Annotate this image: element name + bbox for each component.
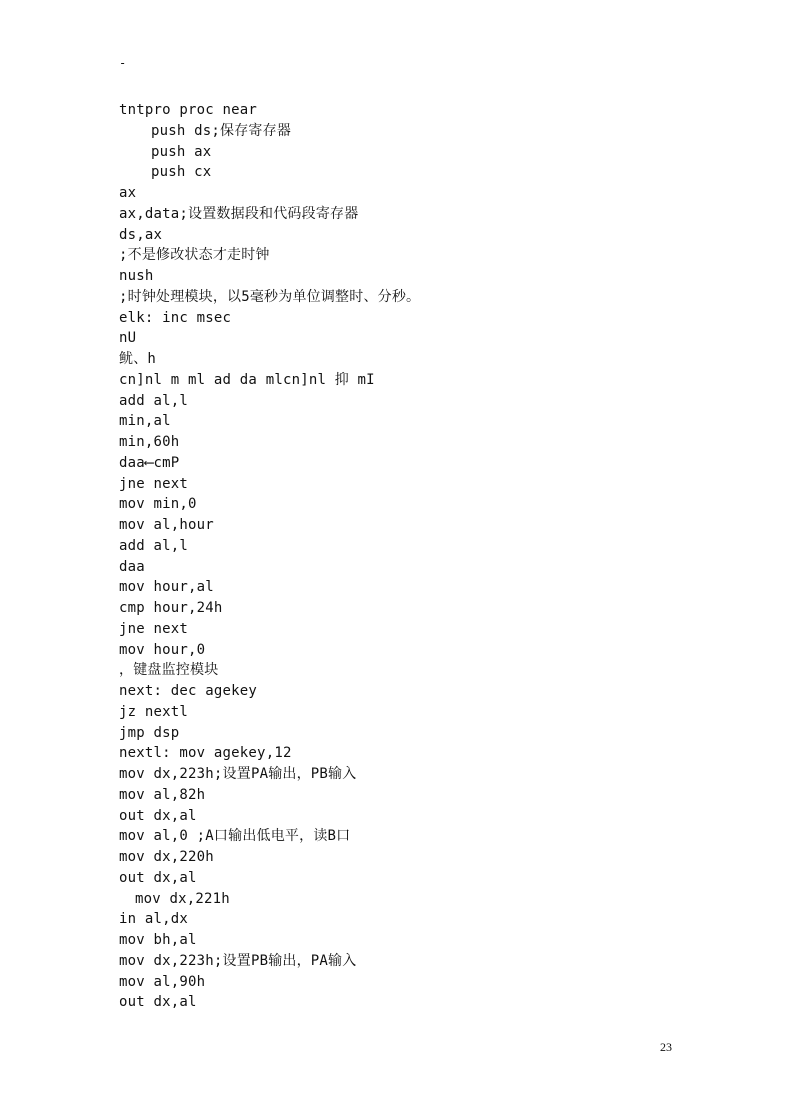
code-line: add al,l (119, 537, 189, 554)
code-line: mov al,90h (119, 973, 206, 990)
code-line: jne next (119, 475, 189, 492)
code-line: ;不是修改状态才走时钟 (119, 247, 270, 264)
code-line: mov al,82h (119, 786, 206, 803)
code-line: mov hour,0 (119, 641, 206, 658)
code-line: ax (119, 185, 137, 201)
code-line: nush (119, 268, 154, 284)
code-line: push cx (151, 164, 212, 181)
assembly-code-listing (119, 100, 719, 1013)
code-line: jz nextl (119, 703, 189, 720)
code-line: in al,dx (119, 911, 189, 928)
code-line: mov al,hour (119, 517, 214, 533)
code-line: mov dx,223h;设置PB输出，PA输入 (119, 952, 357, 969)
code-line: out dx,al (119, 869, 197, 886)
code-line: next: dec agekey (119, 683, 258, 699)
code-line: mov al,0 ;A口输出低电平，读B口 (119, 828, 351, 845)
code-line: mov min,0 (119, 496, 197, 513)
code-line: push ds;保存寄存器 (151, 122, 292, 139)
code-line: daa⟵cmP (119, 454, 180, 471)
code-line: mov dx,221h (135, 890, 230, 907)
code-line: mov dx,223h;设置PA输出，PB输入 (119, 766, 357, 782)
code-line: mov dx,220h (119, 849, 214, 865)
code-line: jne next (119, 620, 189, 637)
code-line: add al,l (119, 392, 189, 409)
code-line: cn]nl m ml ad da mlcn]nl 抑 mI (119, 371, 375, 388)
code-line: min,al (119, 413, 171, 430)
code-line: out dx,al (119, 807, 197, 824)
code-line: ds,ax (119, 226, 163, 243)
code-line: tntpro proc near (119, 102, 258, 118)
code-line: ，键盘监控模块 (119, 662, 219, 679)
code-line: out dx,al (119, 994, 197, 1011)
code-line: daa (119, 558, 145, 575)
code-line: ;时钟处理模块，以5毫秒为单位调整时、分秒。 (119, 288, 421, 305)
code-line: ax,data;设置数据段和代码段寄存器 (119, 205, 359, 222)
code-line: mov bh,al (119, 932, 197, 948)
code-line: cmp hour,24h (119, 600, 223, 616)
header-mark: - (119, 56, 127, 70)
code-line: min,60h (119, 434, 180, 450)
code-line: nextl: mov agekey,12 (119, 745, 292, 762)
code-line: jmp dsp (119, 724, 180, 741)
code-line: 鱿、h (119, 351, 157, 367)
page-number: 23 (660, 1040, 672, 1054)
code-line: mov hour,al (119, 579, 214, 596)
code-line: elk: inc msec (119, 309, 232, 326)
code-line: push ax (151, 143, 212, 160)
code-line: nU (119, 330, 137, 347)
